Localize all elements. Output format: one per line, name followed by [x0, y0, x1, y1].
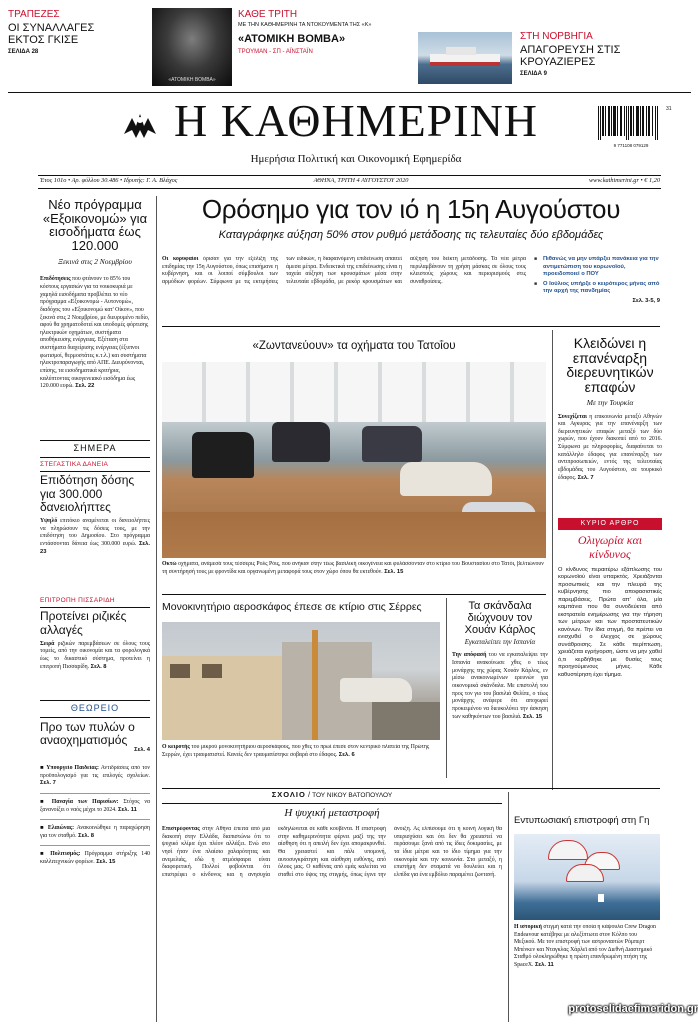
brief-text: Αντιδράσεις από τον προϋπολογισμό για τις επιλογές σχολείων. — [40, 765, 150, 779]
caption-lead: Οκτώ — [162, 561, 177, 567]
caption-text: στιγμή κατά την οποία η κάψουλα Crew Dragon Endeavour κατέβηκε με αλεξίπτωτα στον Κόλπο του Μεξικού. Με τον επιστροφή των αστροναυτών Ρόμπερτ Μπένκεν και Νταγκλας Χάρλεϊ από τον Διεθνή Διαστημικό Σταθμό ολοκληρώθηκε η πρώτη επανδρωμένη πτήση της SpaceX. — [514, 924, 656, 968]
barcode-issue: 31 — [666, 106, 672, 112]
tag-rule — [40, 607, 150, 608]
dateline-left: Έτος 101ο • Αρ. φύλλου 30.486 • Ιδρυτής: Γ. Α. Βλάχος — [40, 177, 178, 184]
left-story-body-text: που φτάνουν το 85% του κόστους εργασιών για τα νοικοκυριά με χαμηλά εισοδήματα προβλέπει το νέο πρόγραμμα «Εξοικονομώ - Αυτονομώ», διαδόχος του «Εξοικονομώ κατ' Οίκον», που ξεκινά στις 2 Νοεμβρίου, με διευρυμένο πεδίο, αφού θα χρηματοδοτεί και υποδομές φόρτισης ηλεκτρικών οχημάτων, συστήματα αποθήκευσης ενέργειας. Εξέταση στα συστήματα διαχείρισης ενέργειας (έξυπνοι φωτισμοί, θερμοστάτες κ.τ.λ.) και συστήματα ηλεκτροπαραγωγής από ΑΠΕ. Διευρύνονται, επίσης, τα εισοδηματικά κριτήρια, καλύπτοντας οικογενειακό εισόδημα έως 120.000 ευρώ. — [40, 276, 150, 390]
masthead — [166, 98, 546, 172]
simera-body-text: ριζικών παρεμβάσεων σε όλους τους τομείς, από την οικονομία και τα φορολογικά έως το δικαστικό σύστημα, προτείνει η επιτροπή Πισσαρίδη. — [40, 640, 150, 670]
column-divider — [446, 598, 447, 778]
lead-body — [162, 256, 526, 320]
lead-body-lead: Οι κορυφαίοι — [162, 256, 199, 262]
dateline-right: www.kathimerini.gr • € 1,20 — [588, 177, 660, 184]
lead-bullet: ■ Πιθανώς να μην υπάρξει πανάκεια για την αντιμετώπιση του κορωνοϊού, προειδοποιεί ο ΠΟΥ — [534, 256, 660, 279]
caption-text: του μικρού μονοκινητήριου αεροσκάφους, που χθες το πρωί έπεσε στον κεντρικό πλατεία της Πρώτης Σερρών, έχει τραυματιστεί. Κανείς δεν τραυματίστηκε σοβαρά στο έδαφος. — [162, 744, 430, 758]
theorio-brief[interactable]: ■ Πολιτισμός: Πρόγραμμα στήριξης 140 καλλιτεχνικών φορέων. Σελ. 15 — [40, 851, 150, 866]
brief-lead: Παναγία των Παρισίων: — [51, 798, 119, 805]
simera-body-lead: Σειρά — [40, 640, 55, 647]
left-story-headline: Νέο πρόγραμμα «Εξοικονομώ» για εισοδήματα έως 120.000 — [42, 198, 148, 253]
brief-lead: Πολιτισμός: — [50, 851, 81, 858]
watermark: protoselidaefimeridon.gr — [568, 1003, 698, 1015]
page-ref: Σελ. 8 — [78, 832, 94, 839]
left-story-dek: Ξεκινά στις 2 Νοεμβρίου — [58, 256, 132, 266]
promo-page: ΣΕΛΙΔΑ 9 — [520, 71, 547, 78]
right-story-body-lead: Συνεχίζεται — [558, 413, 587, 420]
dateline-top-rule — [38, 175, 661, 176]
simera-item-pissaridis[interactable] — [40, 597, 150, 695]
theorio-lead[interactable] — [40, 721, 150, 761]
theorio-briefs — [40, 765, 150, 1020]
brief-rule — [40, 845, 150, 846]
simera-tag: ΣΤΕΓΑΣΤΙΚΑ ΔΑΝΕΙΑ — [40, 461, 109, 468]
column-label: ΣΧΟΛΙΟ — [271, 790, 306, 799]
lead-body-text: όρισαν για την εξέλιξη της επιδημίας την 15η Αυγούστου, όπως επισήμανε η κυβέρνηση, και οι λοιποί σύμβουλοι των αρμόδιων φορέων. Σύμφωνα με τις εκτιμήσεις των ειδικών, η διαφαινόμενη επιδείνωση απαιτεί άμεσα μέτρα. Ενδεικτικά της επιδείνωσης είναι η ταχεία αύξηση των κρουσμάτων μέσα στην τελευταία εβδομάδα, με ρεκόρ κρουσμάτων και αύξηση του δείκτη μετάδοσης. Τα νέα μέτρα περιλαμβάνουν τη χρήση μάσκας σε όλους τους κλειστούς χώρους και περιορισμούς στις συναθροίσεις. — [162, 256, 526, 285]
dateline-bottom-rule — [38, 188, 661, 189]
barcode-number: 9 771108 079129 — [613, 143, 649, 149]
brief-lead: Υπουργείο Παιδείας: — [46, 765, 99, 771]
left-divider — [40, 700, 150, 701]
column-divider — [508, 792, 509, 1022]
carlos-headline: Τα σκάνδαλα διώχνουν τον Χουάν Κάρλος — [464, 600, 536, 637]
section-rule — [162, 594, 546, 595]
column-divider — [156, 196, 157, 1022]
page-ref: Σελ. 7 — [40, 780, 56, 787]
promo-kicker: ΤΡΑΠΕΖΕΣ — [8, 9, 60, 20]
simera-tag: ΕΠΙΤΡΟΠΗ ΠΙΣΣΑΡΙΔΗ — [40, 597, 115, 604]
promo-title: ΑΠΑΓΟΡΕΥΣΗ ΣΤΙΣ ΚΡΟΥΑΖΙΕΡΕΣ — [520, 44, 621, 68]
section-rule — [162, 326, 660, 327]
brief-rule — [40, 819, 150, 820]
thumb-caption: «ΑΤΟΜΙΚΗ ΒΟΜΒΑ» — [168, 76, 216, 83]
page-ref: Σελ. 11 — [534, 961, 554, 968]
promo-title: ΟΙ ΣΥΝΑΛΛΑΓΕΣ ΕΚΤΟΣ ΓΚΙΣΕ — [8, 22, 95, 46]
simera-label: ΣΗΜΕΡΑ — [73, 443, 117, 453]
lead-headline: Ορόσημο για τον ιό η 15η Αυγούστου — [201, 196, 621, 224]
promo-left[interactable] — [8, 8, 128, 88]
masthead-subtitle: Ημερήσια Πολιτική και Οικονομική Εφημερίδα — [250, 153, 462, 165]
promo-kicker: ΣΤΗ ΝΟΡΒΗΓΙΑ — [520, 31, 593, 42]
simera-headline: Προτείνει ριζικές αλλαγές — [40, 609, 127, 637]
promo-kicker: ΚΑΘΕ ΤΡΙΤΗ — [238, 9, 298, 20]
page-ref: Σελ. 15 — [522, 713, 543, 720]
promo-intro: ΜΕ ΤΗΝ ΚΑΘΗΜΕΡΙΝΗ ΤΑ ΝΤΟΚΟΥΜΕΝΤΑ ΤΗΣ «Κ» — [238, 22, 372, 28]
tatoi-caption — [162, 561, 546, 589]
lead-bullet: ■ Ο Ιούλιος υπήρξε ο κειρότερος μήνας από την αρχή της πανδημίας — [534, 281, 660, 296]
column-header — [162, 790, 502, 802]
theorio-headline: Προ των πυλών ο αναοχηματισμός — [40, 721, 135, 748]
theorio-brief[interactable]: ■ Ελαιώνας: Ανακοινώθηκε η παραχώρηση για τον σταθμό. Σελ. 8 — [40, 825, 150, 839]
carlos-dek: Εγκαταλείπει την Ισπανία — [464, 638, 536, 647]
page-ref: Σελ. 15 — [384, 568, 404, 575]
page-ref: Σελ. 22 — [75, 383, 95, 390]
promo-page: ΣΕΛΙΔΑ 28 — [8, 49, 39, 56]
promo-right[interactable] — [520, 30, 695, 90]
serres-caption — [162, 744, 442, 772]
masthead-title: Η ΚΑΘΗΜΕΡΙΝΗ — [173, 98, 539, 146]
tatoi-cars-photo[interactable] — [162, 362, 546, 558]
owl-logo-icon — [118, 104, 162, 144]
right-story-body — [558, 414, 662, 483]
section-rule — [162, 788, 660, 789]
kyrio-arthro-body: Ο κίνδυνος περαιτέρω εξάπλωσης του κορωνοϊού είναι υπαρκτός. Χρειάζονται προσωπικές και την πλευρά της κυβέρνησης πιο αποφασιστικές παρεμβάσεις. Πρώτα απ' όλα, μία καμπάνια που θα συνοδεύεται από εκστρατεία ενημέρωσης για την τήρηση των μέτρων και των προστατευτικών κανόνων. Την ίδια στιγμή, θα πρέπει να ενισχυθεί ο έλεγχος σε χώρους συνάθροισης. Σε κάθε περίπτωση, χρειάζεται εγρήγορση, ώστε να μην χαθεί ό,τι κερδήθηκε με θυσίες τους προηγούμενους μήνες. Κάθε καθυστέρηση έχει τίμημα. — [558, 566, 662, 678]
right-story-body-text: η επικοινωνία μεταξύ Αθηνών και Αγκυρας για την επανέναρξη των διερευνητικών επαφών μεταξύ των δύο χωρών, που έχουν διακοπεί από το 2016. Σύμφωνα με πληροφορίες, διαφαίνεται το κατάλληλο έδαφος για επανέναρξη των αντιπροσωπειών, εντός της τελευταίας εβδομάδας του Αυγούστου, σε τουρκικό έδαφος. — [558, 413, 662, 481]
column-separator: / — [307, 790, 313, 799]
simera-body — [40, 518, 150, 556]
right-story-dek: Με την Τουρκία — [586, 397, 634, 407]
brief-text: Στόχος να ξανανοίξει ο ναός μέχρι το 2024. — [40, 798, 150, 813]
page-ref: Σελ. 4 — [134, 747, 150, 754]
promo-subtitle: ΤΡΟΥΜΑΝ - ΣΠ - ΑΪΝΣΤΑΪΝ — [238, 49, 313, 56]
left-divider — [40, 717, 150, 718]
column-body-lead: Επιστρέφοντας — [162, 826, 200, 832]
dateline-center: ΑΘΗΝΑ, ΤΡΙΤΗ 4 ΑΥΓΟΥΣΤΟΥ 2020 — [313, 177, 409, 184]
simera-body-lead: Υψηλό — [40, 518, 58, 524]
carlos-story[interactable] — [452, 600, 548, 785]
right-story-headline: Κλειδώνει η επανέναρξη διερευνητικών επαφών — [566, 336, 654, 396]
carlos-body — [452, 652, 548, 721]
page-ref: Σελ. 7 — [577, 474, 594, 481]
serres-headline[interactable]: Μονοκινητήριο αεροσκάφος έπεσε σε κτίριο στις Σέρρες — [162, 601, 422, 613]
tatoi-headline[interactable]: «Ζωντανεύουν» τα οχήματα του Τατοΐου — [252, 340, 456, 352]
page-ref: Σελ. 23 — [40, 540, 150, 555]
spacex-capsule-photo[interactable] — [514, 834, 660, 920]
promo-title: «ΑΤΟΜΙΚΗ ΒΟΜΒΑ» — [238, 33, 346, 46]
section-rule — [162, 803, 502, 804]
atomic-bomb-thumbnail[interactable] — [152, 8, 232, 86]
column-divider — [552, 330, 553, 790]
serres-plane-photo[interactable] — [162, 622, 440, 740]
simera-body-text: επιτόκιο αναμένεται οι δανειολήπτες να πληρώσουν τις δόσεις τους, με την επιδότηση του Δημοσίου. Στο πρόγραμμα εντάσσονται δάνεια έως 300.000 ευρώ. — [40, 518, 150, 547]
caption-text: οχήματα, ανάμεσά τους τέσσερις Ρολς Ρόις, που ανήκαν στην τέως βασιλική οικογένεια και φυλάσσονταν στο κτίριο του Βουστασίου στο Τατόι, βελτιώνουν τη συντήρησή τους με φροντίδα και οργανωμένη μεταφορά τους στον χώρο όπου θα εκτεθούν. — [162, 561, 544, 575]
caption-lead: Ο κειροτής — [162, 744, 190, 750]
theorio-label: ΘΕΩΡΕΙΟ — [70, 703, 120, 713]
caption-lead: Η ιστορική — [514, 924, 542, 930]
spacex-caption — [514, 924, 660, 1006]
promo-divider — [8, 92, 691, 93]
left-divider — [40, 440, 150, 441]
kyrio-arthro[interactable] — [558, 534, 662, 784]
spacex-headline[interactable]: Εντυπωσιακή επιστροφή στη Γη — [514, 816, 650, 826]
cruise-ship-thumbnail[interactable] — [418, 32, 512, 84]
left-story-body-lead: Επιδότησεις — [40, 276, 71, 283]
simera-headline: Επιδότηση δόσης για 300.000 δανειολήπτες — [40, 473, 135, 514]
left-story-body — [40, 276, 150, 391]
right-story[interactable] — [558, 336, 662, 511]
brief-text: Πρόγραμμα στήριξης 140 καλλιτεχνικών φορέων. — [40, 851, 150, 866]
kyrio-arthro-headline: Ολιγωρία και κίνδυνος — [577, 534, 643, 561]
column-body-text: στην Αθήνα έπειτα από μια διακοπή στην Ελλάδα, διαπιστώνω ότι το ψυχικό κλίμα έχει πλέον αλλάξει. Ενώ στο νησί ήταν ένα πλαίσιο χαλαρότητας και ανεμελιάς, εδώ η ατμόσφαιρα είναι διαφορετική. Πολλοί φοβούνται ότι επιστρέφει ο κίνδυνος και η ανησυχία εκδηλώνεται σε κάθε κουβέντα. Η επιστροφή στην καθημερινότητα φέρνει μαζί της την αίσθηση ότι η απειλή δεν έχει απομακρυνθεί. Θα χρειαστεί και πάλι υπομονή, αυτοσυγκράτηση και αίσθηση ευθύνης, από όλους μας. Ο καθένας από εμάς καλείται να σταθεί στο ύψος της στιγμής, όπως έγινε την άνοιξη. Ας ελπίσουμε ότι η κοινή λογική θα υπερισχύσει και ότι δεν θα χρειαστεί να περάσουμε ξανά από τις ίδιες δοκιμασίες, με τα ίδια μέτρα και το ίδιο τίμημα για την οικονομία και την κοινωνία. Στο μεταξύ, η επιστήμη δεν σταματά να δουλεύει και η ελπίδα για ένα εμβόλιο παραμένει ζωντανή. — [162, 826, 502, 878]
left-story[interactable] — [40, 198, 150, 438]
page-ref: Σελ. 15 — [96, 859, 116, 866]
left-divider — [40, 457, 150, 458]
page-ref: Σελ. 11 — [118, 806, 137, 813]
page-ref: Σελ. 8 — [90, 663, 107, 670]
brief-rule — [40, 793, 150, 794]
kyrio-arthro-label: ΚΥΡΙΟ ΑΡΘΡΟ — [558, 518, 662, 530]
column-body — [162, 826, 502, 1022]
barcode — [598, 106, 664, 148]
page-ref: Σελ. 6 — [338, 751, 355, 758]
carlos-body-text: του να εγκαταλείψει την Ισπανία ανακοίνωσε χθες ο τέως μονάρχης της χώρας Χουάν Κάρλος, εν μέσω ανακοινωμένων ερευνών για οικονομικά σκάνδαλα. Με επιστολή του προς τον γιο του βασιλιά Φελίπε, ο τέως μονάρχης ανέφερε ότι αποχωρεί προκειμένου να διευκολύνει την άσκηση των καθηκόντων του βασιλιά. — [452, 652, 548, 720]
theorio-brief[interactable]: ■ Παναγία των Παρισίων: Στόχος να ξανανοίξει ο ναός μέχρι το 2024. Σελ. 11 — [40, 798, 150, 813]
page-ref: Σελ. 3-5, 9 — [632, 297, 660, 304]
tag-rule — [40, 471, 150, 472]
column-headline[interactable]: Η ψυχική μεταστροφή — [284, 807, 380, 819]
brief-text: Ανακοινώθηκε η παραχώρηση για τον σταθμό. — [40, 825, 150, 839]
simera-body — [40, 641, 150, 672]
theorio-brief[interactable]: ■ Υπουργείο Παιδείας: Αντιδράσεις από τον προϋπολογισμό για τις επιλογές σχολείων. Σελ. 7 — [40, 765, 150, 787]
carlos-body-lead: Την απόφασή — [452, 652, 487, 659]
lead-bullets — [534, 256, 660, 320]
promo-center[interactable] — [238, 8, 408, 88]
brief-lead: Ελαιώνας: — [47, 825, 75, 832]
column-author: ΤΟΥ ΝΙΚΟΥ ΒΑΤΟΠΟΥΛΟΥ — [312, 792, 393, 799]
lead-subhead: Καταγράφηκε αύξηση 50% στον ρυθμό μετάδοσης τις τελευταίες δύο εβδομάδες — [218, 229, 604, 242]
simera-item-housing[interactable] — [40, 461, 150, 589]
